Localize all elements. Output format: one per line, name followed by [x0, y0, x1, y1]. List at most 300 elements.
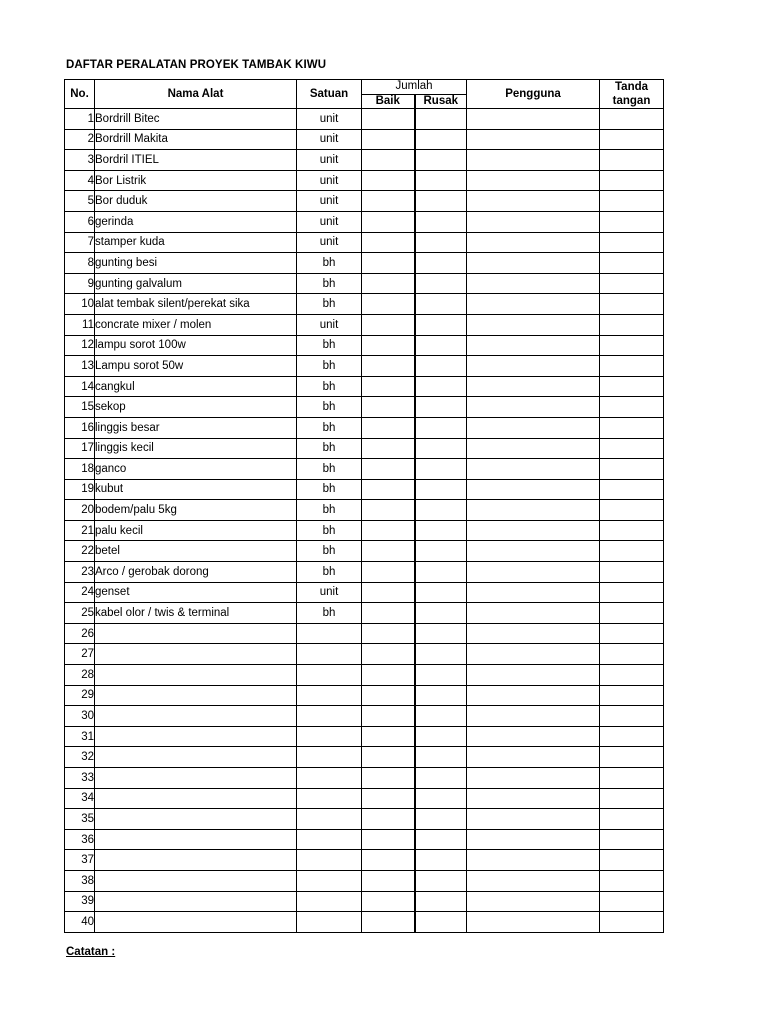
table-row	[65, 314, 664, 335]
unit-cell: unit	[297, 191, 362, 212]
tool-name-cell	[95, 685, 297, 706]
tool-name-cell: cangkul	[95, 376, 297, 397]
rusak-cell	[415, 459, 467, 480]
rusak-cell	[415, 520, 467, 541]
pengguna-cell	[467, 912, 600, 933]
header-pengguna: Pengguna	[467, 80, 600, 109]
unit-cell	[297, 665, 362, 686]
tanda-tangan-cell	[600, 562, 664, 583]
rusak-cell	[415, 500, 467, 521]
table-row	[65, 294, 664, 315]
unit-cell: bh	[297, 397, 362, 418]
rusak-cell	[415, 335, 467, 356]
row-number-cell: 33	[65, 768, 95, 789]
table-row	[65, 150, 664, 171]
pengguna-cell	[467, 788, 600, 809]
row-number-cell: 38	[65, 870, 95, 891]
table-row	[65, 912, 664, 933]
header-nama-alat: Nama Alat	[95, 80, 297, 109]
rusak-cell	[415, 541, 467, 562]
rusak-cell	[415, 747, 467, 768]
table-row	[65, 273, 664, 294]
baik-cell	[362, 829, 415, 850]
unit-cell: bh	[297, 459, 362, 480]
rusak-cell	[415, 603, 467, 624]
table-row	[65, 850, 664, 871]
pengguna-cell	[467, 768, 600, 789]
table-row	[65, 644, 664, 665]
baik-cell	[362, 603, 415, 624]
row-number-cell: 18	[65, 459, 95, 480]
unit-cell	[297, 685, 362, 706]
baik-cell	[362, 541, 415, 562]
tanda-tangan-cell	[600, 582, 664, 603]
unit-cell	[297, 870, 362, 891]
tool-name-cell: Bordrill Makita	[95, 129, 297, 150]
baik-cell	[362, 129, 415, 150]
table-row	[65, 520, 664, 541]
unit-cell: unit	[297, 211, 362, 232]
unit-cell: unit	[297, 109, 362, 130]
table-row	[65, 891, 664, 912]
baik-cell	[362, 520, 415, 541]
baik-cell	[362, 314, 415, 335]
unit-cell: bh	[297, 479, 362, 500]
table-row	[65, 109, 664, 130]
row-number-cell: 1	[65, 109, 95, 130]
baik-cell	[362, 623, 415, 644]
tool-name-cell: betel	[95, 541, 297, 562]
unit-cell: bh	[297, 253, 362, 274]
tool-name-cell: Bordrill Bitec	[95, 109, 297, 130]
tool-name-cell	[95, 665, 297, 686]
baik-cell	[362, 109, 415, 130]
table-row	[65, 438, 664, 459]
unit-cell	[297, 623, 362, 644]
row-number-cell: 10	[65, 294, 95, 315]
tool-name-cell: Lampu sorot 50w	[95, 356, 297, 377]
rusak-cell	[415, 376, 467, 397]
rusak-cell	[415, 562, 467, 583]
table-row	[65, 768, 664, 789]
rusak-cell	[415, 768, 467, 789]
tanda-tangan-cell	[600, 768, 664, 789]
baik-cell	[362, 211, 415, 232]
table-row	[65, 726, 664, 747]
baik-cell	[362, 726, 415, 747]
pengguna-cell	[467, 335, 600, 356]
table-row	[65, 356, 664, 377]
row-number-cell: 25	[65, 603, 95, 624]
tanda-tangan-cell	[600, 191, 664, 212]
pengguna-cell	[467, 150, 600, 171]
pengguna-cell	[467, 870, 600, 891]
baik-cell	[362, 562, 415, 583]
tool-name-cell: kabel olor / twis & terminal	[95, 603, 297, 624]
tanda-tangan-cell	[600, 706, 664, 727]
tool-name-cell	[95, 891, 297, 912]
row-number-cell: 3	[65, 150, 95, 171]
tanda-tangan-cell	[600, 500, 664, 521]
tanda-tangan-cell	[600, 356, 664, 377]
unit-cell: bh	[297, 417, 362, 438]
row-number-cell: 22	[65, 541, 95, 562]
rusak-cell	[415, 232, 467, 253]
rusak-cell	[415, 829, 467, 850]
table-row	[65, 211, 664, 232]
baik-cell	[362, 335, 415, 356]
table-row	[65, 829, 664, 850]
table-row	[65, 397, 664, 418]
rusak-cell	[415, 479, 467, 500]
rusak-cell	[415, 314, 467, 335]
unit-cell: unit	[297, 314, 362, 335]
baik-cell	[362, 356, 415, 377]
row-number-cell: 20	[65, 500, 95, 521]
baik-cell	[362, 809, 415, 830]
baik-cell	[362, 417, 415, 438]
baik-cell	[362, 870, 415, 891]
pengguna-cell	[467, 665, 600, 686]
unit-cell	[297, 768, 362, 789]
unit-cell: bh	[297, 376, 362, 397]
pengguna-cell	[467, 211, 600, 232]
table-row	[65, 479, 664, 500]
row-number-cell: 2	[65, 129, 95, 150]
pengguna-cell	[467, 191, 600, 212]
tanda-tangan-cell	[600, 129, 664, 150]
pengguna-cell	[467, 850, 600, 871]
rusak-cell	[415, 726, 467, 747]
unit-cell	[297, 891, 362, 912]
baik-cell	[362, 294, 415, 315]
tool-name-cell: concrate mixer / molen	[95, 314, 297, 335]
unit-cell	[297, 788, 362, 809]
tool-name-cell: stamper kuda	[95, 232, 297, 253]
tanda-tangan-cell	[600, 150, 664, 171]
unit-cell: bh	[297, 356, 362, 377]
row-number-cell: 24	[65, 582, 95, 603]
row-number-cell: 7	[65, 232, 95, 253]
baik-cell	[362, 191, 415, 212]
pengguna-cell	[467, 294, 600, 315]
baik-cell	[362, 438, 415, 459]
rusak-cell	[415, 623, 467, 644]
table-body	[65, 109, 664, 933]
table-row	[65, 870, 664, 891]
pengguna-cell	[467, 314, 600, 335]
tanda-tangan-cell	[600, 232, 664, 253]
tanda-tangan-cell	[600, 891, 664, 912]
baik-cell	[362, 376, 415, 397]
baik-cell	[362, 232, 415, 253]
rusak-cell	[415, 850, 467, 871]
pengguna-cell	[467, 459, 600, 480]
tanda-tangan-cell	[600, 685, 664, 706]
row-number-cell: 13	[65, 356, 95, 377]
unit-cell: unit	[297, 150, 362, 171]
rusak-cell	[415, 170, 467, 191]
tool-name-cell: Bor Listrik	[95, 170, 297, 191]
rusak-cell	[415, 211, 467, 232]
tanda-tangan-cell	[600, 335, 664, 356]
table-row	[65, 685, 664, 706]
row-number-cell: 4	[65, 170, 95, 191]
unit-cell	[297, 644, 362, 665]
row-number-cell: 36	[65, 829, 95, 850]
tool-name-cell	[95, 726, 297, 747]
row-number-cell: 16	[65, 417, 95, 438]
pengguna-cell	[467, 232, 600, 253]
document-title: DAFTAR PERALATAN PROYEK TAMBAK KIWU	[66, 59, 327, 71]
pengguna-cell	[467, 273, 600, 294]
tanda-tangan-cell	[600, 211, 664, 232]
tool-name-cell	[95, 623, 297, 644]
rusak-cell	[415, 665, 467, 686]
tanda-tangan-cell	[600, 541, 664, 562]
row-number-cell: 40	[65, 912, 95, 933]
row-number-cell: 21	[65, 520, 95, 541]
table-row	[65, 170, 664, 191]
tool-name-cell: alat tembak silent/perekat sika	[95, 294, 297, 315]
unit-cell: bh	[297, 562, 362, 583]
tanda-tangan-cell	[600, 417, 664, 438]
unit-cell: bh	[297, 335, 362, 356]
pengguna-cell	[467, 829, 600, 850]
unit-cell: bh	[297, 520, 362, 541]
tool-name-cell: lampu sorot 100w	[95, 335, 297, 356]
pengguna-cell	[467, 603, 600, 624]
row-number-cell: 8	[65, 253, 95, 274]
baik-cell	[362, 273, 415, 294]
tool-name-cell	[95, 747, 297, 768]
tool-name-cell	[95, 644, 297, 665]
tool-name-cell: Arco / gerobak dorong	[95, 562, 297, 583]
row-number-cell: 6	[65, 211, 95, 232]
pengguna-cell	[467, 726, 600, 747]
notes-label: Catatan :	[66, 946, 116, 958]
tanda-tangan-cell	[600, 870, 664, 891]
rusak-cell	[415, 253, 467, 274]
unit-cell: unit	[297, 232, 362, 253]
tanda-tangan-cell	[600, 603, 664, 624]
tanda-tangan-cell	[600, 520, 664, 541]
baik-cell	[362, 397, 415, 418]
unit-cell: unit	[297, 170, 362, 191]
baik-cell	[362, 170, 415, 191]
table-row	[65, 191, 664, 212]
unit-cell	[297, 747, 362, 768]
table-row	[65, 417, 664, 438]
baik-cell	[362, 788, 415, 809]
pengguna-cell	[467, 706, 600, 727]
row-number-cell: 34	[65, 788, 95, 809]
tool-name-cell	[95, 788, 297, 809]
rusak-cell	[415, 397, 467, 418]
row-number-cell: 28	[65, 665, 95, 686]
tool-name-cell	[95, 850, 297, 871]
tanda-tangan-cell	[600, 314, 664, 335]
tool-name-cell: genset	[95, 582, 297, 603]
table-row	[65, 232, 664, 253]
table-row	[65, 562, 664, 583]
table-row	[65, 376, 664, 397]
pengguna-cell	[467, 685, 600, 706]
table-row	[65, 809, 664, 830]
unit-cell	[297, 706, 362, 727]
pengguna-cell	[467, 809, 600, 830]
unit-cell: bh	[297, 603, 362, 624]
rusak-cell	[415, 912, 467, 933]
row-number-cell: 5	[65, 191, 95, 212]
tool-name-cell	[95, 870, 297, 891]
rusak-cell	[415, 150, 467, 171]
rusak-cell	[415, 129, 467, 150]
pengguna-cell	[467, 376, 600, 397]
pengguna-cell	[467, 397, 600, 418]
unit-cell	[297, 912, 362, 933]
pengguna-cell	[467, 479, 600, 500]
table-row	[65, 129, 664, 150]
rusak-cell	[415, 809, 467, 830]
rusak-cell	[415, 273, 467, 294]
row-number-cell: 37	[65, 850, 95, 871]
pengguna-cell	[467, 562, 600, 583]
row-number-cell: 9	[65, 273, 95, 294]
rusak-cell	[415, 417, 467, 438]
rusak-cell	[415, 438, 467, 459]
header-tanda-tangan: Tanda tangan	[600, 80, 664, 109]
pengguna-cell	[467, 129, 600, 150]
header-rusak: Rusak	[415, 94, 467, 109]
tanda-tangan-cell	[600, 294, 664, 315]
rusak-cell	[415, 109, 467, 130]
baik-cell	[362, 747, 415, 768]
tanda-tangan-cell	[600, 459, 664, 480]
tool-name-cell: ganco	[95, 459, 297, 480]
unit-cell	[297, 829, 362, 850]
rusak-cell	[415, 294, 467, 315]
table-row	[65, 665, 664, 686]
tanda-tangan-cell	[600, 109, 664, 130]
table-row	[65, 603, 664, 624]
rusak-cell	[415, 788, 467, 809]
baik-cell	[362, 500, 415, 521]
tool-name-cell: gunting galvalum	[95, 273, 297, 294]
pengguna-cell	[467, 253, 600, 274]
unit-cell: bh	[297, 273, 362, 294]
tanda-tangan-cell	[600, 644, 664, 665]
row-number-cell: 23	[65, 562, 95, 583]
table-row	[65, 623, 664, 644]
tool-name-cell: linggis besar	[95, 417, 297, 438]
unit-cell: unit	[297, 582, 362, 603]
unit-cell	[297, 850, 362, 871]
baik-cell	[362, 768, 415, 789]
row-number-cell: 27	[65, 644, 95, 665]
tanda-tangan-cell	[600, 829, 664, 850]
table-row	[65, 335, 664, 356]
tanda-tangan-cell	[600, 788, 664, 809]
pengguna-cell	[467, 582, 600, 603]
pengguna-cell	[467, 170, 600, 191]
tanda-tangan-cell	[600, 170, 664, 191]
baik-cell	[362, 665, 415, 686]
unit-cell: bh	[297, 438, 362, 459]
pengguna-cell	[467, 417, 600, 438]
tool-name-cell: kubut	[95, 479, 297, 500]
pengguna-cell	[467, 644, 600, 665]
rusak-cell	[415, 706, 467, 727]
tanda-tangan-cell	[600, 809, 664, 830]
tool-name-cell	[95, 809, 297, 830]
tanda-tangan-cell	[600, 665, 664, 686]
header-satuan: Satuan	[297, 80, 362, 109]
row-number-cell: 11	[65, 314, 95, 335]
rusak-cell	[415, 870, 467, 891]
tool-name-cell	[95, 912, 297, 933]
equipment-table	[64, 79, 664, 933]
tool-name-cell: bodem/palu 5kg	[95, 500, 297, 521]
row-number-cell: 17	[65, 438, 95, 459]
unit-cell: bh	[297, 294, 362, 315]
baik-cell	[362, 150, 415, 171]
pengguna-cell	[467, 109, 600, 130]
baik-cell	[362, 253, 415, 274]
tanda-tangan-cell	[600, 397, 664, 418]
tool-name-cell: palu kecil	[95, 520, 297, 541]
table-row	[65, 788, 664, 809]
tanda-tangan-cell	[600, 438, 664, 459]
row-number-cell: 12	[65, 335, 95, 356]
unit-cell: bh	[297, 541, 362, 562]
baik-cell	[362, 706, 415, 727]
table-row	[65, 500, 664, 521]
table-row	[65, 747, 664, 768]
table-row	[65, 253, 664, 274]
tanda-tangan-cell	[600, 273, 664, 294]
row-number-cell: 35	[65, 809, 95, 830]
row-number-cell: 19	[65, 479, 95, 500]
rusak-cell	[415, 582, 467, 603]
tanda-tangan-cell	[600, 850, 664, 871]
tool-name-cell	[95, 829, 297, 850]
row-number-cell: 14	[65, 376, 95, 397]
unit-cell	[297, 809, 362, 830]
row-number-cell: 26	[65, 623, 95, 644]
tool-name-cell: linggis kecil	[95, 438, 297, 459]
row-number-cell: 32	[65, 747, 95, 768]
unit-cell	[297, 726, 362, 747]
row-number-cell: 29	[65, 685, 95, 706]
pengguna-cell	[467, 500, 600, 521]
tool-name-cell: sekop	[95, 397, 297, 418]
pengguna-cell	[467, 438, 600, 459]
rusak-cell	[415, 891, 467, 912]
rusak-cell	[415, 644, 467, 665]
table-row	[65, 459, 664, 480]
baik-cell	[362, 850, 415, 871]
header-jumlah: Jumlah	[362, 80, 467, 95]
tanda-tangan-cell	[600, 376, 664, 397]
rusak-cell	[415, 685, 467, 706]
table-row	[65, 706, 664, 727]
pengguna-cell	[467, 520, 600, 541]
baik-cell	[362, 459, 415, 480]
unit-cell: unit	[297, 129, 362, 150]
rusak-cell	[415, 191, 467, 212]
tanda-tangan-cell	[600, 479, 664, 500]
